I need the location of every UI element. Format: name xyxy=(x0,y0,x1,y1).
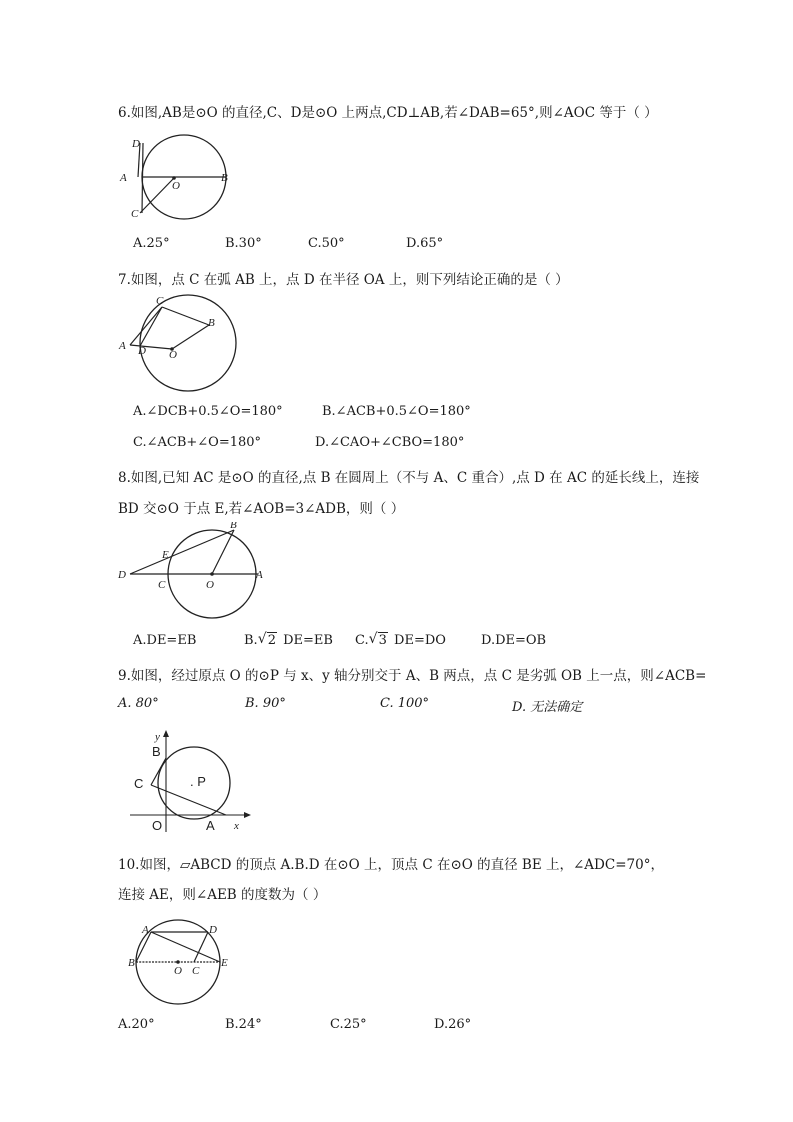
q10-side-dc xyxy=(194,932,208,962)
q9-label-c: C xyxy=(134,776,144,791)
q9-option-d[interactable]: D. 无法确定 xyxy=(512,700,583,715)
q8-center-dot xyxy=(210,572,214,576)
q7-radius-oa xyxy=(130,345,172,349)
q10-stem-line2: 连接 AE，则∠AEB 的度数为（ ） xyxy=(118,887,327,903)
q7-label-b: B xyxy=(208,317,215,329)
q10-option-c[interactable]: C.25° xyxy=(330,1017,367,1032)
q8-label-b: B xyxy=(230,522,237,531)
q10-label-a: A xyxy=(142,924,149,936)
q7-stem: 7.如图，点 C 在弧 AB 上，点 D 在半径 OA 上，则下列结论正确的是（ ） xyxy=(118,272,569,288)
q7-option-c[interactable]: C.∠ACB+∠O=180° xyxy=(133,435,262,450)
q8-label-o: O xyxy=(206,579,214,591)
q8-option-b-letter: B. xyxy=(244,633,258,648)
q8-label-c: C xyxy=(158,579,166,591)
q7-circle xyxy=(140,295,236,391)
q6-label-c: C xyxy=(131,208,139,220)
q6-option-c[interactable]: C.50° xyxy=(308,236,345,251)
q9-figure xyxy=(126,728,256,836)
q9-option-a[interactable]: A. 80° xyxy=(118,696,159,711)
q8-radius-ob xyxy=(212,530,234,574)
q7-figure xyxy=(116,293,251,395)
q6-stem: 6.如图,AB是⊙O 的直径,C、D是⊙O 上两点,CD⊥AB,若∠DAB=65°,则∠AOC 等于（ ） xyxy=(118,105,658,121)
q8-label-a: A xyxy=(256,569,263,581)
q6-option-b[interactable]: B.30° xyxy=(225,236,262,251)
q7-label-d: D xyxy=(138,345,146,357)
q8-stem-line2: BD 交⊙O 于点 E,若∠AOB=3∠ADB，则（ ） xyxy=(118,501,405,517)
q9-x-axis-arrow xyxy=(244,812,251,818)
q9-option-c[interactable]: C. 100° xyxy=(380,696,430,711)
q10-stem-line1: 10.如图，▱ABCD 的顶点 A.B.D 在⊙O 上，顶点 C 在⊙O 的直径 BE 上，∠ADC=70°， xyxy=(118,857,664,873)
q10-label-b: B xyxy=(128,957,135,969)
q8-option-c-radicand: 3 xyxy=(378,633,387,648)
q6-chord-cd xyxy=(142,143,143,213)
q10-label-c: C xyxy=(192,965,200,977)
q9-option-b[interactable]: B. 90° xyxy=(245,696,286,711)
q8-option-c[interactable] xyxy=(355,633,446,648)
q10-label-o: O xyxy=(174,965,182,977)
q8-figure xyxy=(116,522,276,622)
q6-option-a[interactable]: A.25° xyxy=(133,236,170,251)
q7-chord-ac xyxy=(130,307,162,345)
q9-label-p: . P xyxy=(190,774,206,789)
q8-line-db xyxy=(130,530,234,574)
q9-label-b: B xyxy=(152,744,161,759)
q9-stem: 9.如图，经过原点 O 的⊙P 与 x、y 轴分别交于 A、B 两点，点 C 是劣弧 OB 上一点，则∠ACB= xyxy=(118,668,707,684)
q6-label-d: D xyxy=(132,138,140,150)
q7-option-a[interactable]: A.∠DCB+0.5∠O=180° xyxy=(133,404,283,419)
q8-option-b-radicand: 2 xyxy=(267,633,276,648)
q8-option-c-letter: C. xyxy=(355,633,369,648)
q10-center-dot xyxy=(176,960,180,964)
q10-option-a[interactable]: A.20° xyxy=(118,1017,155,1032)
q7-label-c: C xyxy=(156,295,164,307)
q8-label-d: D xyxy=(118,569,126,581)
q8-option-a[interactable]: A.DE=EB xyxy=(133,633,197,648)
q7-label-o: O xyxy=(169,349,177,361)
q9-label-o: O xyxy=(152,818,163,833)
q8-option-b-radical xyxy=(258,633,277,648)
q6-option-d[interactable]: D.65° xyxy=(406,236,444,251)
q10-label-e: E xyxy=(221,957,228,969)
q9-label-a: A xyxy=(206,818,215,833)
q8-label-e: E xyxy=(162,549,169,561)
q8-option-c-radical xyxy=(369,633,388,648)
q6-figure xyxy=(118,127,233,223)
q7-option-b[interactable]: B.∠ACB+0.5∠O=180° xyxy=(322,404,471,419)
q10-option-d[interactable]: D.26° xyxy=(434,1017,472,1032)
q9-label-y: y xyxy=(155,731,160,743)
q8-option-c-text: DE=DO xyxy=(394,633,446,648)
q6-radius-oc xyxy=(140,178,174,213)
q9-label-x: x xyxy=(234,820,239,832)
q9-y-axis-arrow xyxy=(163,730,169,737)
q6-label-o: O xyxy=(172,180,180,192)
q7-chord-cb xyxy=(162,307,209,325)
q8-option-b[interactable] xyxy=(244,633,333,648)
q10-label-d: D xyxy=(209,924,217,936)
q6-label-b: B xyxy=(221,172,228,184)
q10-figure xyxy=(124,914,239,1006)
q7-option-d[interactable]: D.∠CAO+∠CBO=180° xyxy=(315,435,465,450)
q7-radius-ob xyxy=(172,325,209,349)
q8-option-d[interactable]: D.DE=OB xyxy=(481,633,547,648)
q7-label-a: A xyxy=(119,340,126,352)
q6-label-a: A xyxy=(120,172,127,184)
q10-option-b[interactable]: B.24° xyxy=(225,1017,262,1032)
q8-stem-line1: 8.如图,已知 AC 是⊙O 的直径,点 B 在圆周上（不与 A、C 重合）,点 D 在 AC 的延长线上，连接 xyxy=(118,470,700,486)
q8-option-b-text: DE=EB xyxy=(283,633,333,648)
q10-segment-ae xyxy=(151,932,220,962)
